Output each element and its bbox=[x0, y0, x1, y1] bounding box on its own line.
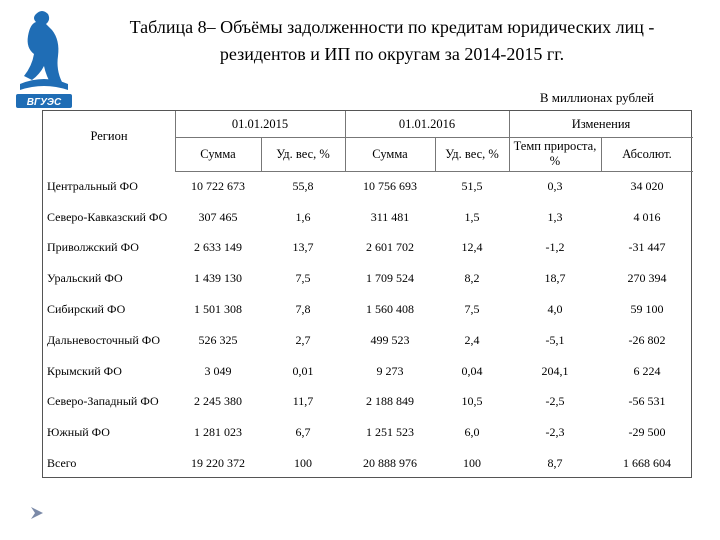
region-name-cell: Крымский ФО bbox=[47, 363, 122, 378]
sum-2015-cell: 3 049 bbox=[204, 363, 232, 378]
sum-2015-cell: 1 501 308 bbox=[194, 302, 242, 317]
region-name-cell: Сибирский ФО bbox=[47, 302, 126, 317]
share-2016-cell: 7,5 bbox=[464, 302, 480, 317]
sum-2016-cell: 10 756 693 bbox=[363, 178, 417, 193]
sum-2016-cell: 1 709 524 bbox=[366, 271, 414, 286]
share-2015-cell: 2,7 bbox=[295, 332, 311, 347]
sum-2015-cell: 2 245 380 bbox=[194, 394, 242, 409]
share-2016-cell: 51,5 bbox=[461, 178, 483, 193]
sum-2016-cell: 311 481 bbox=[370, 209, 410, 224]
sum-2015-cell: 19 220 372 bbox=[191, 456, 245, 471]
share-2015-header: Уд. вес, % bbox=[276, 146, 330, 161]
region-name-cell: Северо-Западный ФО bbox=[47, 394, 159, 409]
sum-2016-header: Сумма bbox=[372, 146, 408, 161]
growth-rate-cell: 18,7 bbox=[544, 271, 566, 286]
abs-change-cell: 1 668 604 bbox=[623, 456, 671, 471]
region-name-cell: Всего bbox=[47, 456, 77, 471]
share-2016-cell: 0,04 bbox=[461, 363, 483, 378]
region-header: Регион bbox=[90, 128, 128, 143]
growth-rate-cell: 204,1 bbox=[541, 363, 569, 378]
growth-rate-cell: 0,3 bbox=[547, 178, 563, 193]
sum-2016-cell: 2 188 849 bbox=[366, 394, 414, 409]
abs-change-cell: 4 016 bbox=[633, 209, 661, 224]
growth-rate-cell: -2,3 bbox=[545, 425, 565, 440]
abs-change-cell: 6 224 bbox=[633, 363, 661, 378]
share-2016-header: Уд. вес, % bbox=[445, 146, 499, 161]
share-2015-cell: 55,8 bbox=[292, 178, 314, 193]
share-2016-cell: 100 bbox=[463, 456, 481, 471]
region-name-cell: Северо-Кавказский ФО bbox=[47, 209, 168, 224]
debt-table bbox=[42, 110, 692, 478]
growth-rate-cell: 8,7 bbox=[547, 456, 563, 471]
share-2016-cell: 10,5 bbox=[461, 394, 483, 409]
growth-rate-cell: 4,0 bbox=[547, 302, 563, 317]
share-2015-cell: 7,8 bbox=[295, 302, 311, 317]
sum-2015-cell: 307 465 bbox=[198, 209, 238, 224]
title-line-2: резидентов и ИП по округам за 2014-2015 гг. bbox=[219, 44, 565, 64]
title-line-1: Таблица 8– Объёмы задолженности по кредитам юридических лиц - bbox=[129, 17, 655, 37]
abs-header: Абсолют. bbox=[622, 146, 672, 161]
share-2015-cell: 1,6 bbox=[295, 209, 311, 224]
share-2015-cell: 7,5 bbox=[295, 271, 311, 286]
sum-2016-cell: 1 560 408 bbox=[366, 302, 414, 317]
growth-rate-cell: -5,1 bbox=[545, 332, 565, 347]
sum-2015-cell: 1 281 023 bbox=[194, 425, 242, 440]
region-name-cell: Уральский ФО bbox=[47, 271, 123, 286]
abs-change-cell: -56 531 bbox=[628, 394, 666, 409]
growth-rate-cell: -1,2 bbox=[545, 240, 565, 255]
sum-2015-cell: 10 722 673 bbox=[191, 178, 245, 193]
group-2015-header: 01.01.2015 bbox=[231, 116, 289, 131]
abs-change-cell: 270 394 bbox=[627, 271, 667, 286]
region-name-cell: Южный ФО bbox=[47, 425, 110, 440]
sum-2015-cell: 526 325 bbox=[198, 332, 238, 347]
units-note: В миллионах рублей bbox=[539, 90, 654, 105]
sum-2015-cell: 2 633 149 bbox=[194, 240, 242, 255]
share-2015-cell: 13,7 bbox=[292, 240, 314, 255]
share-2016-cell: 8,2 bbox=[464, 271, 480, 286]
logo-text: ВГУЭС bbox=[26, 97, 62, 108]
region-name-cell: Центральный ФО bbox=[47, 178, 138, 193]
sum-2016-cell: 2 601 702 bbox=[366, 240, 414, 255]
sum-2016-cell: 499 523 bbox=[370, 332, 410, 347]
region-name-cell: Приволжский ФО bbox=[47, 240, 139, 255]
abs-change-cell: 59 100 bbox=[630, 302, 664, 317]
abs-change-cell: -29 500 bbox=[628, 425, 666, 440]
abs-change-cell: -26 802 bbox=[628, 332, 666, 347]
page-title bbox=[92, 14, 692, 68]
sum-2015-header: Сумма bbox=[200, 146, 236, 161]
university-logo bbox=[14, 6, 74, 110]
sum-2015-cell: 1 439 130 bbox=[194, 271, 242, 286]
share-2015-cell: 100 bbox=[294, 456, 312, 471]
arrow-right-icon[interactable] bbox=[30, 506, 44, 525]
share-2015-cell: 6,7 bbox=[295, 425, 311, 440]
share-2016-cell: 6,0 bbox=[464, 425, 480, 440]
group-2016-header: 01.01.2016 bbox=[398, 116, 456, 131]
growth-rate-cell: 1,3 bbox=[547, 209, 563, 224]
region-name-cell: Дальневосточный ФО bbox=[47, 332, 161, 347]
abs-change-cell: 34 020 bbox=[630, 178, 664, 193]
abs-change-cell: -31 447 bbox=[628, 240, 666, 255]
group-change-header: Изменения bbox=[571, 116, 631, 131]
share-2016-cell: 12,4 bbox=[461, 240, 483, 255]
sum-2016-cell: 1 251 523 bbox=[366, 425, 414, 440]
sum-2016-cell: 9 273 bbox=[376, 363, 404, 378]
share-2016-cell: 2,4 bbox=[464, 332, 480, 347]
share-2016-cell: 1,5 bbox=[464, 209, 480, 224]
share-2015-cell: 11,7 bbox=[292, 394, 314, 409]
growth-header: Темп прироста, % bbox=[513, 139, 597, 168]
growth-rate-cell: -2,5 bbox=[545, 394, 565, 409]
sum-2016-cell: 20 888 976 bbox=[363, 456, 417, 471]
share-2015-cell: 0,01 bbox=[292, 363, 314, 378]
